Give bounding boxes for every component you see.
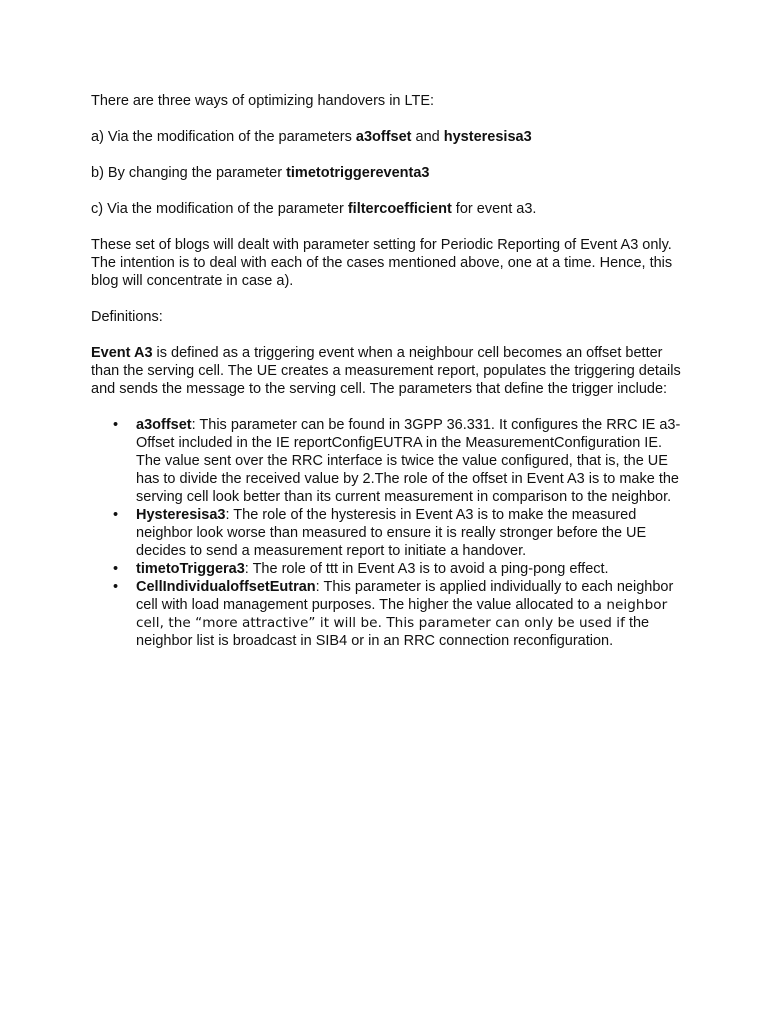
- option-a-middle: and: [411, 129, 444, 145]
- list-item: [91, 560, 681, 578]
- list-item: [91, 506, 681, 560]
- param-timetotriggereventa3: timetotriggereventa3: [286, 165, 430, 181]
- bullet-term: CellIndividualoffsetEutran: [136, 579, 316, 595]
- bullet-text: : This parameter is applied individually to each neighbor cell with load management purposes. The higher the value allocated to: [136, 579, 674, 613]
- param-filtercoefficient: filtercoefficient: [347, 201, 452, 217]
- bullet-icon: •: [113, 561, 119, 577]
- option-c-suffix: for event a3.: [451, 201, 537, 217]
- param-hysteresisa3: hysteresisa3: [443, 129, 532, 145]
- event-a3-definition: [91, 344, 691, 398]
- bullet-text: : This parameter can be found in 3GPP 36.331. It configures the RRC IE a3-Offset included in the IE reportConfigEUTRA in the MeasurementConfiguration IE. The value sent over the RRC interface is twice the value configured, that is, the UE has to divide the received value by 2.The role of the offset in Event A3 is to make the serving cell look better than its current measurement in comparison to the neighbor.: [136, 417, 681, 505]
- bullet-icon: •: [113, 579, 119, 595]
- param-a3offset: a3offset: [355, 129, 412, 145]
- event-a3-text: is defined as a triggering event when a neighbour cell becomes an offset better than the serving cell. The UE creates a measurement report, populates the triggering details and sends the message to the serving cell. The parameters that define the trigger include:: [91, 345, 681, 397]
- bullet-text: : The role of ttt in Event A3 is to avoid a ping-pong effect.: [244, 561, 609, 577]
- option-a-prefix: a) Via the modification of the parameters: [91, 129, 356, 145]
- definitions-heading: Definitions:: [91, 309, 163, 325]
- bullet-text-end: the neighbor list is broadcast in SIB4 or in an RRC connection reconfiguration.: [136, 615, 650, 649]
- bullet-text: : The role of the hysteresis in Event A3 is to make the measured neighbor look worse than measured to ensure it is really stronger before the UE decides to send a measurement report to initiate a handover.: [136, 507, 647, 559]
- bullet-term: Hysteresisa3: [136, 507, 226, 523]
- option-b: [91, 164, 691, 182]
- event-a3-term: Event A3: [91, 345, 153, 361]
- document-page: [91, 92, 691, 650]
- bullet-text-alt-font: a neighbor cell, the “more attractive” it will be. This parameter can only be used if: [136, 597, 668, 631]
- option-a: [91, 128, 691, 146]
- bullet-icon: •: [113, 507, 119, 523]
- option-b-prefix: b) By changing the parameter: [91, 165, 287, 181]
- bullet-term: timetoTriggera3: [136, 561, 245, 577]
- list-item: [91, 416, 681, 506]
- list-item: [91, 578, 681, 650]
- intro-text: There are three ways of optimizing handovers in LTE:: [91, 93, 435, 109]
- bullet-term: a3offset: [136, 417, 192, 433]
- bullet-icon: •: [113, 417, 119, 433]
- parameter-list: [91, 416, 691, 650]
- option-c: [91, 200, 691, 218]
- option-c-prefix: c) Via the modification of the parameter: [91, 201, 348, 217]
- blog-paragraph: These set of blogs will dealt with parameter setting for Periodic Reporting of Event A3 only. The intention is to deal with each of the cases mentioned above, one at a time. Hence, this blog will concentrate in case a).: [91, 237, 673, 289]
